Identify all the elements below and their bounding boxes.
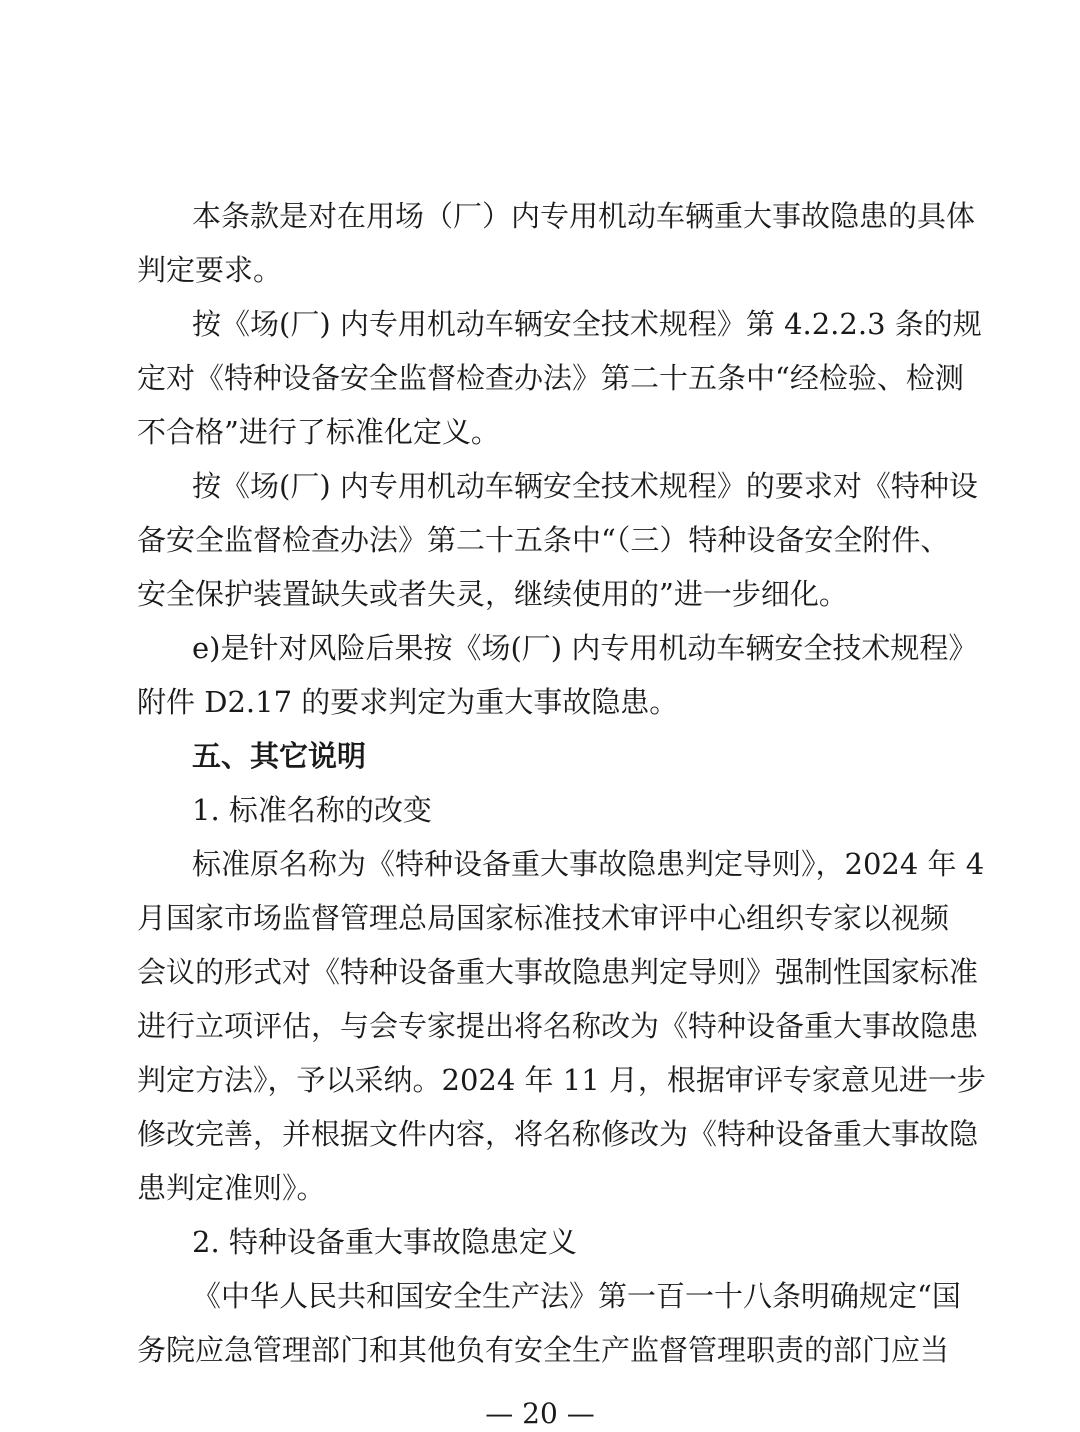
subsection-heading: 1. 标准名称的改变 bbox=[192, 793, 432, 827]
text-line: 标准原名称为《特种设备重大事故隐患判定导则》，2024 年 4 bbox=[192, 847, 985, 881]
text-line: 定对《特种设备安全监督检查办法》第二十五条中“经检验、检测 bbox=[137, 361, 964, 395]
text-line: 按《场(厂) 内专用机动车辆安全技术规程》的要求对《特种设 bbox=[192, 469, 978, 503]
text-line: 本条款是对在用场（厂）内专用机动车辆重大事故隐患的具体 bbox=[192, 199, 976, 233]
text-line: 月国家市场监督管理总局国家标准技术审评中心组织专家以视频 bbox=[137, 901, 950, 935]
section-heading: 五、其它说明 bbox=[192, 739, 367, 773]
text-line: 修改完善，并根据文件内容，将名称修改为《特种设备重大事故隐 bbox=[137, 1117, 979, 1151]
text-line: 备安全监督检查办法》第二十五条中“（三）特种设备安全附件、 bbox=[137, 523, 950, 557]
text-line: 不合格”进行了标准化定义。 bbox=[137, 415, 500, 449]
text-line: 患判定准则》。 bbox=[137, 1171, 326, 1205]
text-line: e)是针对风险后果按《场(厂) 内专用机动车辆安全技术规程》 bbox=[192, 631, 978, 665]
text-line: 判定方法》，予以采纳。2024 年 11 月，根据审评专家意见进一步 bbox=[137, 1063, 986, 1097]
text-line: 附件 D2.17 的要求判定为重大事故隐患。 bbox=[137, 685, 679, 719]
text-line: 进行立项评估，与会专家提出将名称改为《特种设备重大事故隐患 bbox=[137, 1009, 979, 1043]
text-line: 判定要求。 bbox=[137, 253, 283, 287]
text-line: 会议的形式对《特种设备重大事故隐患判定导则》强制性国家标准 bbox=[137, 955, 979, 989]
text-line: 《中华人民共和国安全生产法》第一百一十八条明确规定“国 bbox=[192, 1279, 961, 1313]
text-line: 安全保护装置缺失或者失灵，继续使用的”进一步细化。 bbox=[137, 577, 848, 611]
subsection-heading: 2. 特种设备重大事故隐患定义 bbox=[192, 1225, 577, 1259]
text-line: 按《场(厂) 内专用机动车辆安全技术规程》第 4.2.2.3 条的规 bbox=[192, 307, 982, 341]
text-line: 务院应急管理部门和其他负有安全生产监督管理职责的部门应当 bbox=[137, 1333, 950, 1367]
page-number: — 20 — bbox=[485, 1397, 595, 1430]
